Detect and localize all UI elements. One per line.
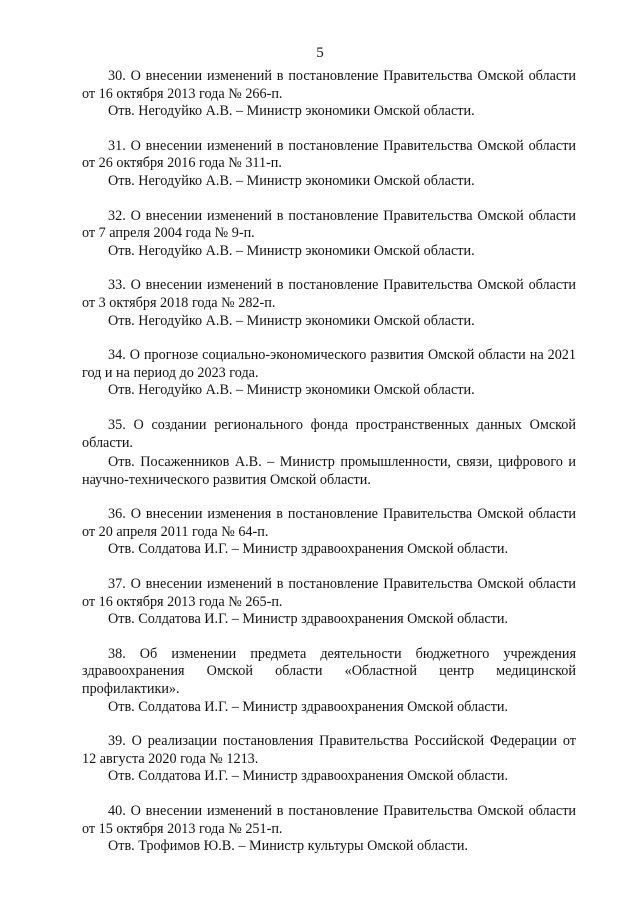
agenda-item-32 xyxy=(82,208,576,261)
agenda-item-30 xyxy=(82,68,576,121)
agenda-item-responsible: Отв. Солдатова И.Г. – Министр здравоохранения Омской области. xyxy=(108,768,509,785)
agenda-item-responsible: Отв. Солдатова И.Г. – Министр здравоохранения Омской области. xyxy=(108,541,509,558)
agenda-item-title: 31. О внесении изменений в постановление Правительства Омской области от 26 октября 2016 года № 311-п. xyxy=(82,137,576,172)
agenda-item-responsible: Отв. Негодуйко А.В. – Министр экономики Омской области. xyxy=(108,242,475,259)
agenda-item-title: 30. О внесении изменений в постановление Правительства Омской области от 16 октября 2013 года № 266-п. xyxy=(82,68,576,102)
agenda-item-responsible: Отв. Негодуйко А.В. – Министр экономики Омской области. xyxy=(108,103,475,120)
page-number: 5 xyxy=(316,45,324,61)
agenda-item-title: 39. О реализации постановления Правительства Российской Федерации от 12 августа 2020 года № 1213. xyxy=(82,733,576,767)
agenda-item-responsible: Отв. Трофимов Ю.В. – Министр культуры Омской области. xyxy=(108,838,469,855)
agenda-item-title: 38. Об изменении предмета деятельности бюджетного учреждения здравоохранения Омской области «Областной центр медицинской профилактики». xyxy=(82,645,576,698)
agenda-item-31 xyxy=(82,138,576,191)
agenda-item-39 xyxy=(82,733,576,786)
agenda-item-responsible: Отв. Негодуйко А.В. – Министр экономики Омской области. xyxy=(108,312,475,329)
agenda-item-title: 37. О внесении изменений в постановление Правительства Омской области от 16 октября 2013 года № 265-п. xyxy=(82,576,576,610)
agenda-list xyxy=(82,68,576,873)
agenda-item-title: 33. О внесении изменений в постановление Правительства Омской области от 3 октября 2018 года № 282-п. xyxy=(82,277,576,311)
agenda-item-37 xyxy=(82,576,576,629)
agenda-item-responsible: Отв. Негодуйко А.В. – Министр экономики Омской области. xyxy=(108,172,475,189)
agenda-item-title: 36. О внесении изменения в постановление Правительства Омской области от 20 апреля 2011 года № 64-п. xyxy=(82,506,576,540)
agenda-item-34 xyxy=(82,347,576,400)
agenda-item-38 xyxy=(82,646,576,716)
agenda-item-responsible: Отв. Солдатова И.Г. – Министр здравоохранения Омской области. xyxy=(108,611,509,628)
agenda-item-36 xyxy=(82,506,576,559)
agenda-item-responsible: Отв. Солдатова И.Г. – Министр здравоохранения Омской области. xyxy=(108,698,509,715)
agenda-item-title: 34. О прогнозе социально-экономического развития Омской области на 2021 год и на период до 2023 года. xyxy=(82,347,576,381)
agenda-item-title: 32. О внесении изменений в постановление Правительства Омской области от 7 апреля 2004 года № 9-п. xyxy=(82,207,576,242)
agenda-item-35 xyxy=(82,417,576,489)
agenda-item-responsible: Отв. Посаженников А.В. – Министр промышленности, связи, цифрового и научно-технического развития Омской области. xyxy=(82,454,576,488)
agenda-item-title: 40. О внесении изменений в постановление Правительства Омской области от 15 октября 2013 года № 251-п. xyxy=(82,803,576,837)
agenda-item-responsible: Отв. Негодуйко А.В. – Министр экономики Омской области. xyxy=(108,382,475,399)
agenda-item-33 xyxy=(82,277,576,330)
agenda-item-40 xyxy=(82,803,576,856)
agenda-item-title: 35. О создании регионального фонда пространственных данных Омской области. xyxy=(82,416,576,451)
